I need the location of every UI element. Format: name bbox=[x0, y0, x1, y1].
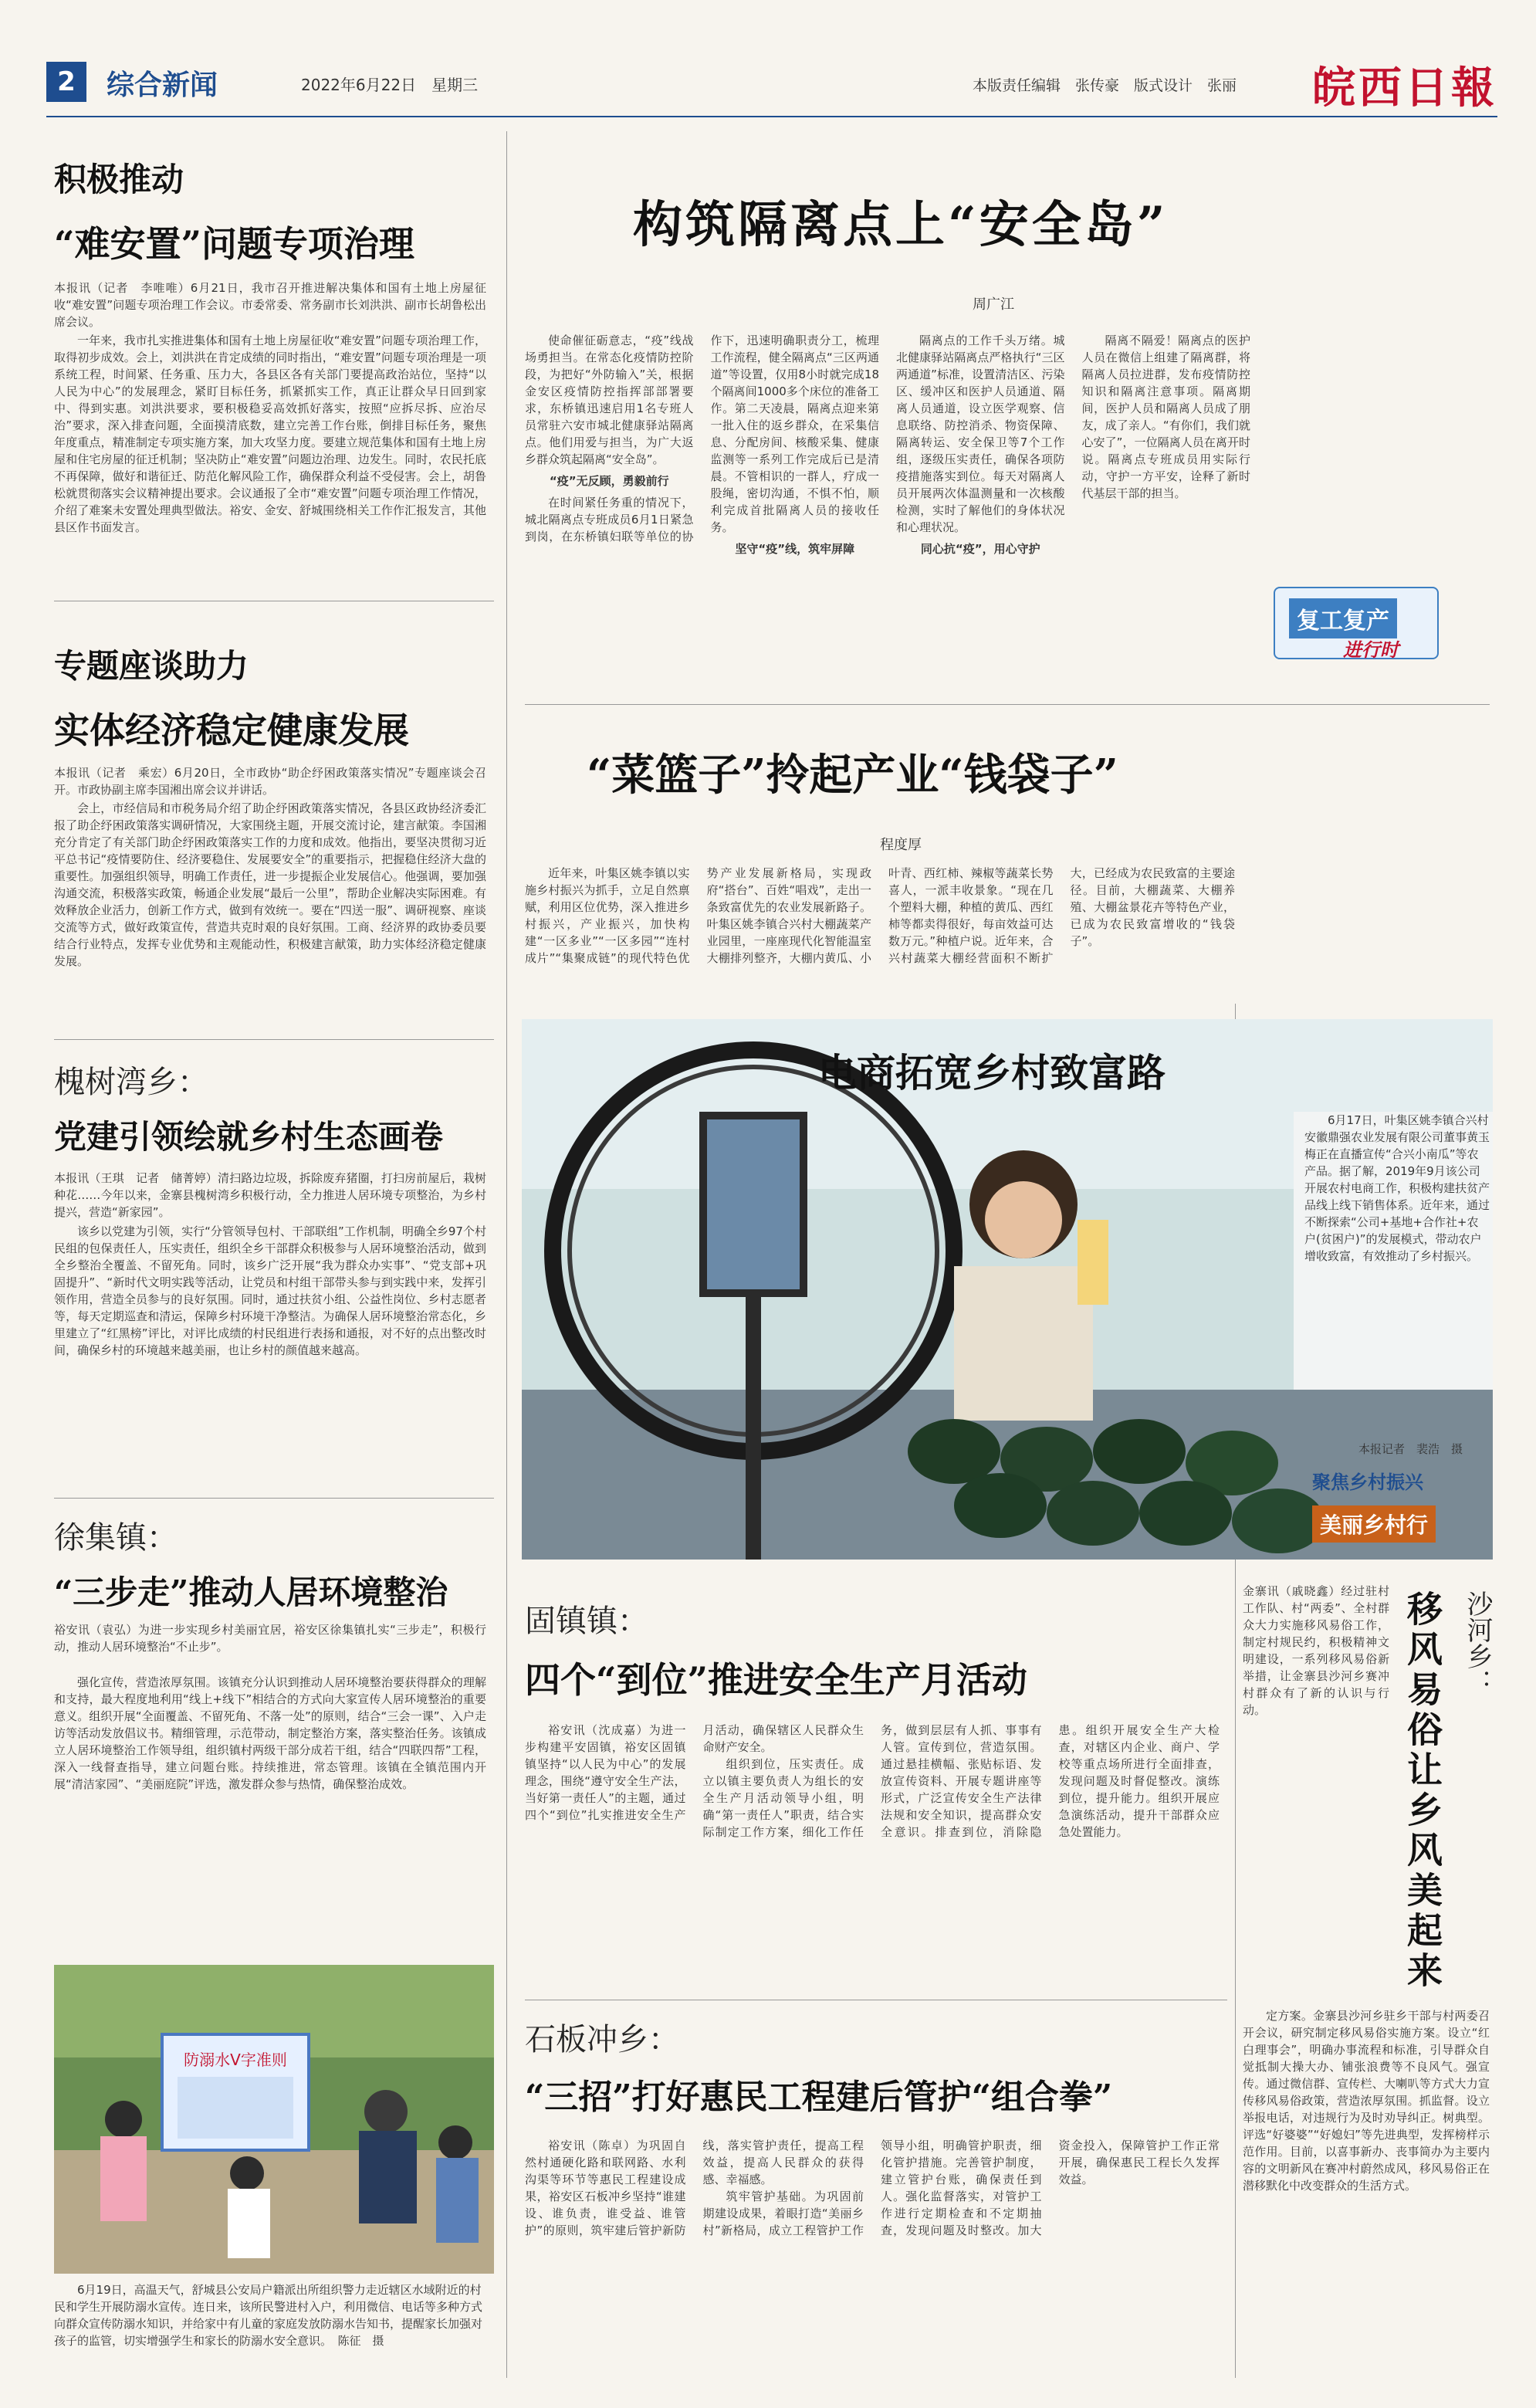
article-place: 徐集镇： bbox=[54, 1520, 178, 1556]
article-place: 沙河乡： bbox=[1462, 1590, 1493, 1695]
article-body: 一年来，我市扎实推进集体和国有土地上房屋征收“难安置”问题专项治理工作，取得初步成效。会上，刘洪洪在肯定成绩的同时指出，“难安置”问题专项治理是一项系统工程，时间紧、任务重、压力大，各县区各有关部门要提高政治站位，坚持“以人民为中心”的发展理念，紧盯目标任务，抓紧抓实工作，真正让群众早日回到家中、得到实惠。刘洪洪要求，要积极稳妥高效抓好落实，按照“应拆尽拆、应治尽治”要求，深入排查问题，全面摸清底数，建立完善工作台账，倒排目标任务，聚焦年度重点，精准制定专项实施方案，加大攻坚力度。要建立规范集体和国有土地上房屋和住宅房屋的征迁机制；坚决防止“难安置”问题边治理、边发生。同时，农民托底不再保障，做好和谐征迁、防范化解风险工作，确保群众利益不受侵害。会上，胡鲁松就贯彻落实会议精神提出要求。会议通报了全市“难安置”问题专项治理工作情况，介绍了难案未安置处理典型做法。裕安、金安、舒城围绕相关工作作汇报发言，其他县区作书面发言。 bbox=[54, 334, 486, 534]
article-body: 裕安讯（陈卓）为巩固自然村通硬化路和联网路、水利沟渠等环节等惠民工程建设成果，裕安区石板冲乡坚持“谁建设、谁负责，谁受益、谁管护”的原则，筑牢建后管护新防线，落实管护责任，提高工程效益，提高人民群众的获得感、幸福感。 筑牢管护基础。为巩固前期建设成果，着眼打造“美丽乡村”新格局，成立工程管护工作领导小组，明确管护职责，细化管护措施。完善管护制度，建立管护台账，确保责任到人。强化监督落实，对管护工作进行定期检查和不定期抽查，发现问题及时整改。加大资金投入，保障管护工作正常开展，确保惠民工程长久发挥效益。 bbox=[525, 2139, 1220, 2237]
badge-line4: 美丽乡村行 bbox=[1312, 1505, 1436, 1543]
article-body: 使命催征砺意志，“疫”线战场勇担当。在常态化疫情防控阶段，为把好“外防输入”关，根据金安区疫情防控指挥部部署要求，东桥镇迅速启用1名专班人员常驻六安市城北健康驿站隔离点。他们用爱与担当，为广大返乡群众筑起隔离“安全岛”。 “疫”无反顾，勇毅前行 在时间紧任务重的情况下，城北隔离点专班成员6月1日紧急到岗，在东桥镇妇联等单位的协作下，迅速明确职责分工，梳理工作流程，健全隔离点“三区两通道”等设置，仅用8小时就完成18个隔离间1000多个床位的准备工作。第二天凌晨，隔离点迎来第一批入住的返乡群众，在采集信息、分配房间、核酸采集、健康监测等一系列工作完成后已是清晨。不管相识的一群人，疗成一股绳，密切沟通，不惧不怕，顺利完成首批隔离人员的接收任务。 坚守“疫”线，筑牢屏障 隔离点的工作千头万绪。城北健康驿站隔离点严格执行“三区两通道”标准，设置清洁区、污染区、缓冲区和医护人员通道、隔离人员通道，设立医学观察、信息联络、防控消杀、物资保障、隔离转运、安全保卫等7个工作组，逐级压实责任，确保各项防疫措施落实到位。每天对隔离人员开展两次体温测量和一次核酸检测，实时了解他们的身体状况和心理状况。 同心抗“疫”，用心守护 隔离不隔爱！隔离点的医护人员在微信上组建了隔离群，将隔离人员拉进群，发布疫情防控知识和隔离注意事项。隔离期间，医护人员和隔离人员成了朋友，成了亲人。“有你们，我们就心安了”，一位隔离人员在离开时说。隔离点专班成员用实际行动，守护一方平安，诠释了新时代基层干部的担当。 bbox=[525, 334, 1250, 556]
article-title: “难安置”问题专项治理 bbox=[54, 223, 414, 265]
header-rule bbox=[46, 116, 1497, 117]
section-title: 综合新闻 bbox=[107, 69, 218, 101]
article-body-cont bbox=[1266, 332, 1490, 564]
rural-badge bbox=[1297, 1451, 1490, 1552]
photo-title: 电商拓宽乡村致富路 bbox=[818, 1050, 1166, 1096]
photo-credit: 本报记者 裴浩 摄 bbox=[1358, 1442, 1463, 1456]
article-byline: 程度厚 bbox=[880, 837, 922, 853]
column-divider bbox=[506, 131, 507, 2378]
article-title: 构筑隔离点上“安全岛” bbox=[633, 196, 1169, 254]
article-lead: 本报讯（王琪 记者 储菁婷）清扫路边垃圾，拆除废弃猪圈，打扫房前屋后，栽树种花……今年以来，金寨县槐树湾乡积极行动，全力推进人居环境专项整治，为乡村提兴，营造“新家园”。 bbox=[54, 1171, 486, 1219]
article-title: “三步走”推动人居环境整治 bbox=[54, 1573, 448, 1611]
editors-line: 本版责任编辑 张传豪 版式设计 张丽 bbox=[973, 77, 1237, 94]
article-body: 近年来，叶集区姚李镇以实施乡村振兴为抓手，立足自然禀赋，利用区位优势，深入推进乡村振兴，产业振兴，加快构建“一区多业”“一区多园”“连村成片”“集聚成链”的现代特色优势产业发展新格局，实现政府“搭台”、百姓“唱戏”，走出一条致富优先的农业发展新路子。叶集区姚李镇合兴村大棚蔬菜产业园里，一座座现代化智能温室大棚排列整齐，大棚内黄瓜、小叶青、西红柿、辣椒等蔬菜长势喜人，一派丰收景象。“现在几个塑料大棚，种植的黄瓜、西红柿等都卖得很好，每亩效益可达数万元。”种植户说。近年来，合兴村蔬菜大棚经营面积不断扩大，已经成为农民致富的主要途径。目前，大棚蔬菜、大棚养殖、大棚盆景花卉等特色产业，已成为农民致富增收的“钱袋子”。 bbox=[525, 866, 1235, 965]
article-body-cont bbox=[1266, 718, 1490, 1011]
article-subhead: “疫”无反顾，勇毅前行 bbox=[549, 474, 669, 488]
issue-date: 2022年6月22日 星期三 bbox=[301, 76, 479, 94]
photo-caption: 6月17日，叶集区姚李镇合兴村安徽鼎强农业发展有限公司董事黄玉梅正在直播宣传“合兴小南瓜”等农产品。据了解，2019年9月该公司开展农村电商工作，积极构建扶贫产品线上线下销售体系。近年来，通过不断探索“公司+基地+合作社+农户(贫困户)”的发展模式，带动农户增收致富，有效推动了乡村振兴。 bbox=[1304, 1113, 1490, 1263]
article-place: 石板冲乡： bbox=[525, 2022, 679, 2057]
article-title: 四个“到位”推进安全生产月活动 bbox=[525, 1659, 1027, 1701]
article-title: 实体经济稳定健康发展 bbox=[54, 710, 409, 751]
article-lead: 本报讯（记者 乘宏）6月20日，全市政协“助企纾困政策落实情况”专题座谈会召开。市政协副主席李国湘出席会议并讲话。 bbox=[54, 766, 486, 797]
article-title: “菜篮子”拎起产业“钱袋子” bbox=[587, 750, 1118, 801]
article-subhead: 坚守“疫”线，筑牢屏障 bbox=[735, 542, 855, 556]
article-body: 强化宣传，营造浓厚氛围。该镇充分认识到推动人居环境整治要获得群众的理解和支持，最大程度地利用“线上+线下”相结合的方式向大家宣传人居环境整治的重要意义。组织开展“全面覆盖、不留死角、不落一处”的原则，结合“三会一课”、入户走访等活动发放倡议书。精细管理，示范带动，制定整治方案，落实整治任务。该镇成立人居环境整治工作领导组，组织镇村两级干部分成若干组，结合“四联四帮”工程，深入一线督查指导，建立问题台账。持续推进，常态管理。该镇在全镇范围内开展“清洁家园”、“美丽庭院”评选，激发群众参与热情，确保整治成效。 bbox=[54, 1675, 486, 1791]
article-place: 槐树湾乡： bbox=[54, 1065, 208, 1100]
article-title: 党建引领绘就乡村生态画卷 bbox=[54, 1118, 444, 1156]
badge-line2: 进行时 bbox=[1343, 639, 1399, 661]
article-title: “三招”打好惠民工程建后管护“组合拳” bbox=[525, 2078, 1113, 2117]
article-subtitle: 积极推动 bbox=[54, 161, 184, 198]
article-body: 裕安讯（沈成嘉）为进一步构建平安固镇，裕安区固镇镇坚持“以人民为中心”的发展理念，围绕“遵守安全生产法，当好第一责任人”的主题，通过四个“到位”扎实推进安全生产月活动，确保辖区人民群众生命财产安全。 组织到位，压实责任。成立以镇主要负责人为组长的安全生产月活动领导小组，明确“第一责任人”职责，结合实际制定工作方案，细化工作任务，做到层层有人抓、事事有人管。宣传到位，营造氛围。通过悬挂横幅、张贴标语、发放宣传资料、开展专题讲座等形式，广泛宣传安全生产法律法规和安全知识，提高群众安全意识。排查到位，消除隐患。组织开展安全生产大检查，对辖区内企业、商户、学校等重点场所进行全面排查，发现问题及时督促整改。演练到位，提升能力。组织开展应急演练活动，提升干部群众应急处置能力。 bbox=[525, 1723, 1220, 1839]
article-subtitle: 专题座谈助力 bbox=[54, 647, 249, 685]
article-title: 移风易俗让乡风美起来 bbox=[1402, 1590, 1443, 1992]
divider bbox=[525, 704, 1490, 705]
badge-line3: 聚焦乡村振兴 bbox=[1312, 1472, 1423, 1493]
article-body: 定方案。金寨县沙河乡驻乡干部与村两委召开会议，研究制定移风易俗实施方案。设立“红白理事会”，明确办事流程和标准，引导群众自觉抵制大操大办、铺张浪费等不良风气。强宣传。通过微信群、宣传栏、大喇叭等方式大力宣传移风易俗政策，营造浓厚氛围。抓监督。设立举报电话，对违规行为及时劝导纠正。树典型。评选“好婆婆”“好媳妇”等先进典型，发挥榜样示范作用。目前，以喜事新办、丧事简办为主要内容的文明新风在赛冲村蔚然成风，移风易俗正在潜移默化中改变群众的生活方式。 bbox=[1243, 2009, 1490, 2193]
article-lead: 金寨讯（戚晓鑫）经过驻村工作队、村“两委”、全村群众大力实施移风易俗工作，制定村规民约，积极精神文明建设，一系列移风易俗新举措，让金寨县沙河乡赛冲村群众有了新的认识与行动。 bbox=[1243, 1584, 1389, 1717]
article-body: 会上，市经信局和市税务局介绍了助企纾困政策落实情况，各县区政协经济委汇报了助企纾困政策落实调研情况，大家围绕主题，开展交流讨论，建言献策。李国湘充分肯定了有关部门助企纾困政策落实工作的力度和成效。他指出，要坚决贯彻习近平总书记“疫情要防住、经济要稳住、发展要安全”的重要指示，把握稳住经济大盘的重要性。加强组织领导，明确工作责任，进一步提振企业发展信心。他强调，要加强沟通交流，积极落实政策，畅通企业发展“最后一公里”，帮助企业解决实际困难。有效释放企业活力，创新工作方式，做到有效统一。要在“四送一服”、调研视察、座谈交流等方式，做好政策宣传，营造共克时艰的良好氛围。工商、经济界的政协委员要结合行业特点，发挥专业优势和主观能动性，积极建言献策，助力实体经济稳定健康发展。 bbox=[54, 801, 486, 968]
sign-text: 防溺水V字准则 bbox=[184, 2051, 287, 2069]
article-place: 固镇镇： bbox=[525, 1604, 648, 1639]
page-header bbox=[46, 57, 1497, 119]
article-lead: 裕安讯（袁弘）为进一步实现乡村美丽宜居，裕安区徐集镇扎实“三步走”，积极行动，推动人居环境整治“不止步”。 bbox=[54, 1623, 486, 1654]
photo-caption: 6月19日，高温天气，舒城县公安局户籍派出所组织警力走近辖区水域附近的村民和学生开展防溺水宣传。连日来，该所民警进村入户，利用微信、电话等多种方式向群众宣传防溺水知识，并给家中有儿童的家庭发放防溺水告知书，提醒家长加强对孩子的监管，切实增强学生和家长的防溺水安全意识。 陈征 摄 bbox=[54, 2283, 483, 2348]
recovery-badge bbox=[1274, 564, 1482, 679]
article-body: 该乡以党建为引领，实行“分管领导包村、干部联组”工作机制，明确全乡97个村民组的包保责任人，压实责任，组织全乡干部群众积极参与人居环境整治活动，做到全乡整治全覆盖、不留死角。同时，该乡广泛开展“我为群众办实事”、“党支部+巩固提升”、“新时代文明实践等活动，让党员和村组干部带头参与到实践中来，发挥引领作用，营造全员参与的良好氛围。同时，通过扶贫小组、公益性岗位、乡村志愿者等，每天定期巡查和清运，保障乡村环境干净整洁。为确保人居环境整治常态化，乡里建立了“红黑榜”评比，对评比成绩的村民组进行表扬和通报，对不好的点出整改时间，确保乡村的环境越来越美丽，也让乡村的颜值越来越高。 bbox=[54, 1224, 486, 1357]
article-lead: 本报讯（记者 李唯唯）6月21日，我市召开推进解决集体和国有土地上房屋征收“难安置”问题专项治理工作会议。市委常委、常务副市长刘洪洪、副市长胡鲁松出席会议。 bbox=[54, 281, 486, 329]
anti-drowning-photo bbox=[54, 1965, 494, 2274]
divider bbox=[54, 1498, 494, 1499]
newspaper-masthead: 皖西日報 bbox=[1312, 63, 1497, 113]
badge-line1: 复工复产 bbox=[1289, 598, 1397, 638]
page-number: 2 bbox=[46, 62, 86, 102]
article-subhead: 同心抗“疫”，用心守护 bbox=[920, 542, 1040, 556]
article-byline: 周广江 bbox=[973, 296, 1014, 313]
divider bbox=[54, 1039, 494, 1040]
